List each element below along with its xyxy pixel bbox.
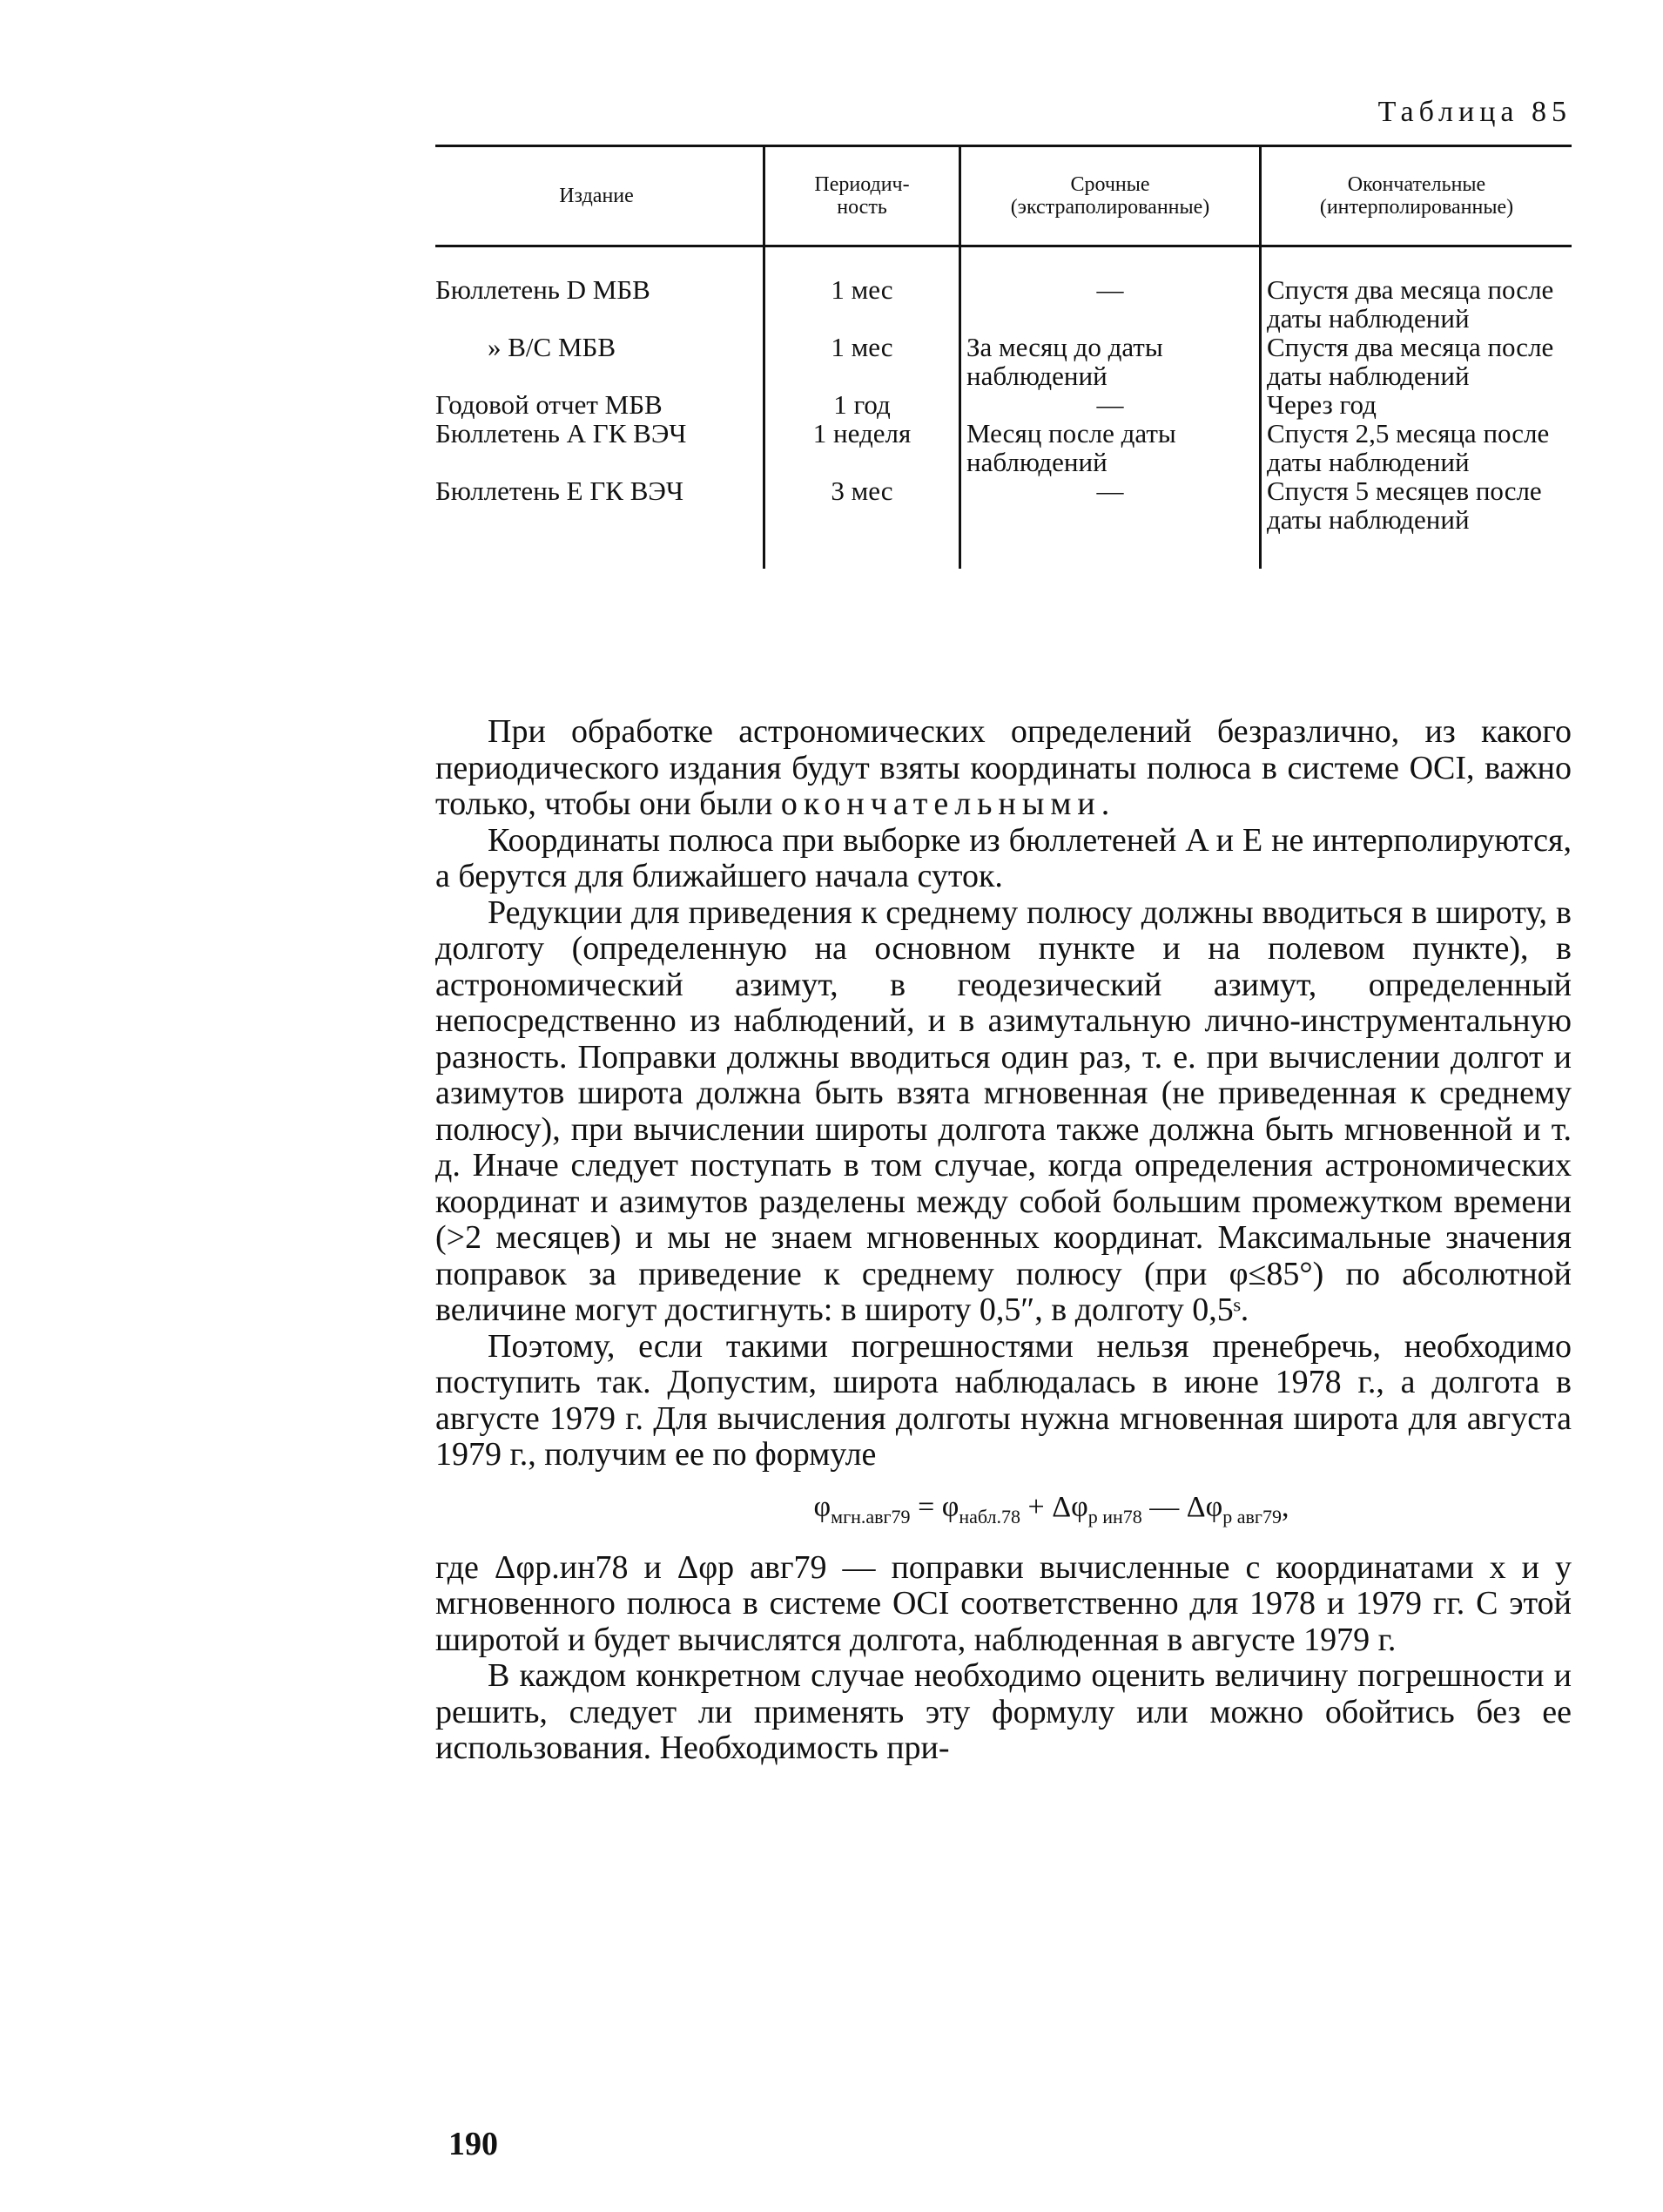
cell-period: 1 мес (764, 333, 960, 390)
table-header-row (435, 146, 1572, 246)
paragraph: Поэтому, если такими погрешностями нельзя пренебречь, необходимо поступить так. Допустим, широта наблюдалась в июне 1978 г., а долгота в августе 1979 г. Для вычисления долготы нужна мгновенная широта для августа 1979 г., получим ее по формуле (435, 1327, 1572, 1473)
formula-part: φ (813, 1490, 832, 1523)
dash: — (1096, 475, 1124, 506)
cell-period: 1 год (764, 390, 960, 419)
spacer-cell (764, 534, 960, 569)
formula-part: = φ (910, 1490, 959, 1523)
cell-urgent: За месяц до даты наблюдений (960, 333, 1261, 390)
table-spacer-row (435, 534, 1572, 569)
header-urgent: Срочные (экстраполированные) (960, 146, 1261, 246)
formula (435, 1474, 1572, 1550)
paragraph (435, 714, 1572, 823)
emphasized-text: окончательными (780, 786, 1101, 822)
table-row (435, 476, 1572, 534)
formula-subscript: набл.78 (959, 1505, 1021, 1527)
cell-final: Спустя два месяца после даты наблюдений (1261, 246, 1572, 334)
cell-edition: Годовой отчет МБВ (435, 389, 663, 420)
cell-final: Спустя 5 месяцев после даты наблюдений (1261, 476, 1572, 534)
formula-part: — Δφ (1141, 1490, 1223, 1523)
header-periodicity: Периодич- ность (764, 146, 960, 246)
publications-table (435, 145, 1572, 569)
cell-final: Спустя два месяца после даты наблюдений (1261, 333, 1572, 390)
cell-period: 1 мес (764, 246, 960, 334)
dash: — (1096, 274, 1124, 305)
table-row (435, 246, 1572, 334)
table-row (435, 390, 1572, 419)
page-number: 190 (448, 2126, 498, 2162)
formula-part: + Δφ (1020, 1490, 1088, 1523)
spacer-cell (1261, 534, 1572, 569)
cell-edition: Бюллетень А ГК ВЭЧ (435, 418, 687, 448)
paragraph-text: При обработке астрономических определений безразлично, из какого периодического издания будут взяты координаты полюса в системе OCI, важно только, чтобы они были (435, 713, 1572, 822)
formula-subscript: р ин78 (1087, 1505, 1142, 1527)
header-final: Окончательные (интерполированные) (1261, 146, 1572, 246)
dash: — (1096, 389, 1124, 420)
formula-subscript: р авг79 (1222, 1505, 1282, 1527)
table-row (435, 419, 1572, 476)
cell-urgent (960, 246, 1261, 334)
cell-final: Через год (1261, 390, 1572, 419)
table-row (435, 333, 1572, 390)
table-caption: Таблица 85 (1377, 96, 1572, 128)
cell-edition: Бюллетень Е ГК ВЭЧ (435, 475, 683, 506)
body-text (435, 714, 1572, 1767)
cell-edition: Бюллетень D МБВ (435, 274, 650, 305)
header-edition: Издание (435, 146, 764, 246)
paragraph: В каждом конкретном случае необходимо оценить величину погрешности и решить, следует ли применять эту формулу или можно обойтись без ее использования. Необходимость при- (435, 1657, 1572, 1767)
cell-urgent: Месяц после даты наблюдений (960, 419, 1261, 476)
paragraph-text: . (1101, 786, 1110, 822)
spacer-cell (960, 534, 1261, 569)
paragraph: где Δφр.ин78 и Δφр авг79 — поправки вычисленные с координатами x и y мгновенного полюса в системе OCI соответственно для 1978 и 1979 гг. С этой широтой и будет вычислятся долгота, наблюденная в августе 1979 г. (435, 1548, 1572, 1658)
paragraph: Редукции для приведения к среднему полюсу должны вводиться в широту, в долготу (определенную на основном пункте и на полевом пункте), в астрономический азимут, в геодезический азимут, определенный непосредственно из наблюдений, и в азимутальную лично-инструментальную разность. Поправки должны вводиться один раз, т. е. при вычислении долгот и азимутов широта должна быть взята мгновенная (не приведенная к среднему полюсу), при вычислении широты долгота также должна быть мгновенной и т. д. Иначе следует поступать в том случае, когда определения астрономических координат и азимутов разделены между собой большим промежутком времени (>2 месяцев) и мы не знаем мгновенных координат. Максимальные значения поправок за приведение к среднему полюсу (при φ≤85°) по абсолютной величине могут достигнуть: в широту 0,5″, в долготу 0,5ˢ. (435, 894, 1572, 1328)
spacer-cell (435, 534, 764, 569)
formula-part: , (1281, 1490, 1289, 1523)
cell-urgent (960, 476, 1261, 534)
formula-subscript: мгн.авг79 (831, 1505, 911, 1527)
cell-period: 1 неделя (764, 419, 960, 476)
cell-urgent (960, 390, 1261, 419)
cell-final: Спустя 2,5 месяца после даты наблюдений (1261, 419, 1572, 476)
cell-period: 3 мес (764, 476, 960, 534)
paragraph: Координаты полюса при выборке из бюллетеней A и E не интерполируются, а берутся для ближайшего начала суток. (435, 821, 1572, 894)
cell-edition: » B/C МБВ (488, 332, 616, 362)
